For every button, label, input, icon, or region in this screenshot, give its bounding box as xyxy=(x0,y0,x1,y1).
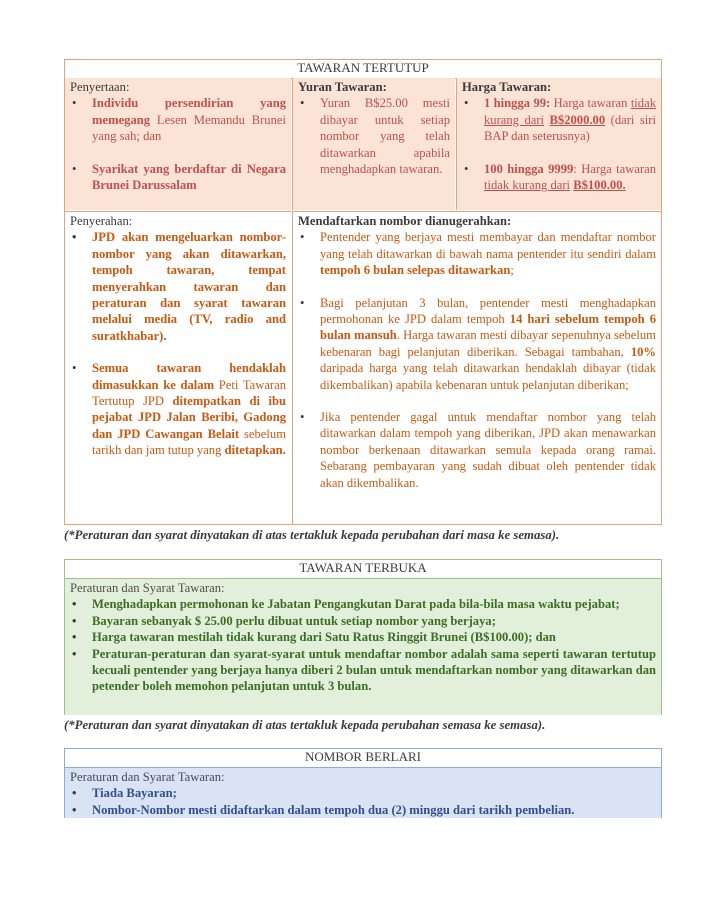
terbuka-item: • Harga tawaran mestilah tidak kurang dari Satu Ratus Ringgit Brunei (B$100.00); dan xyxy=(92,629,656,645)
harga-item: • 1 hingga 99: Harga tawaran tidak kurang dari B$2000.00 (dari siri BAP dan seterusnya) xyxy=(484,95,656,144)
mendaftarkan-cell xyxy=(292,211,661,524)
nombor-berlari-header: NOMBOR BERLARI xyxy=(65,749,661,768)
harga-cell xyxy=(456,78,661,210)
berlari-item: • Nombor-Nombor mesti didaftarkan dalam tempoh dua (2) minggu dari tarikh pembelian. xyxy=(92,802,656,818)
terbuka-item: • Menghadapkan permohonan ke Jabatan Pengangkutan Darat pada bila-bila masa waktu pejabat; xyxy=(92,596,656,612)
mendaftarkan-title: Mendaftarkan nombor dianugerahkan: xyxy=(298,214,512,228)
yuran-cell xyxy=(292,78,455,210)
penyertaan-item: • Individu persendirian yang memegang Lesen Memandu Brunei yang sah; dan xyxy=(92,95,286,144)
penyerahan-item: • JPD akan mengeluarkan nombor-nombor yang akan ditawarkan, tempoh tawaran, tempat menyerahkan tawaran dan peraturan dan syarat tawaran melalui media (TV, radio and suratkhabar). xyxy=(92,229,286,344)
tawaran-tertutup-header: TAWARAN TERTUTUP xyxy=(65,60,661,79)
terbuka-item: • Bayaran sebanyak $ 25.00 perlu dibuat untuk setiap nombor yang berjaya; xyxy=(92,613,656,629)
berlari-item: • Tiada Bayaran; xyxy=(92,785,656,801)
yuran-item: • Yuran B$25.00 mesti dibayar untuk setiap nombor yang telah ditawarkan apabila menghadapkan tawaran. xyxy=(320,95,450,177)
tawaran-terbuka-body xyxy=(65,579,661,715)
penyertaan-title: Penyertaan: xyxy=(70,80,130,94)
penyerahan-cell xyxy=(65,211,291,524)
tertutup-note: (*Peraturan dan syarat dinyatakan di atas tertakluk kepada perubahan dari masa ke semasa). xyxy=(64,528,560,542)
penyerahan-title: Penyerahan: xyxy=(70,214,133,228)
terbuka-item: • Peraturan-peraturan dan syarat-syarat untuk mendaftar nombor adalah sama seperti tawaran tertutup kecuali pentender yang berjaya hanya diberi 2 bulan untuk mendaftarkan nombor yang ditawarkan dan petender boleh memohon pelanjutan untuk 3 bulan. xyxy=(92,646,656,695)
tawaran-tertutup-table xyxy=(64,59,662,525)
terbuka-note: (*Peraturan dan syarat dinyatakan di atas tertakluk kepada perubahan semasa ke semasa). xyxy=(64,718,546,732)
terbuka-title: Peraturan dan Syarat Tawaran: xyxy=(70,581,225,595)
penyertaan-cell xyxy=(65,78,291,210)
penyerahan-item: • Semua tawaran hendaklah dimasukkan ke dalam Peti Tawaran Tertutup JPD ditempatkan di ibu pejabat JPD Jalan Beribi, Gadong dan JPD Cawangan Belait sebelum tarikh dan jam tutup yang ditetapkan. xyxy=(92,360,286,458)
berlari-title: Peraturan dan Syarat Tawaran: xyxy=(70,770,225,784)
penyertaan-item: • Syarikat yang berdaftar di Negara Brunei Darussalam xyxy=(92,161,286,194)
mendaftarkan-item: • Jika pentender gagal untuk mendaftar nombor yang telah ditawarkan dalam tempoh yang diberikan, JPD akan menawarkan nombor berkenaan ditawarkan semula kepada orang ramai. Sebarang pembayaran yang sudah dibuat oleh pentender tidak akan dikembalikan. xyxy=(320,409,656,491)
nombor-berlari-box xyxy=(64,748,662,818)
tawaran-terbuka-box xyxy=(64,559,662,715)
tawaran-terbuka-header: TAWARAN TERBUKA xyxy=(65,560,661,579)
nombor-berlari-body xyxy=(65,768,661,818)
harga-item: • 100 hingga 9999: Harga tawaran tidak kurang dari B$100.00. xyxy=(484,161,656,194)
yuran-title: Yuran Tawaran: xyxy=(298,80,387,94)
mendaftarkan-item: • Bagi pelanjutan 3 bulan, pentender mesti menghadapkan permohonan ke JPD dalam tempoh 14 hari sebelum tempoh 6 bulan mansuh. Harga tawaran mesti dibayar sepenuhnya sebelum kebenaran bagi pelanjutan diberikan. Sebagai tambahan, 10% daripada harga yang telah ditawarkan hendaklah dibayar (tidak dikembalikan) apabila kebenaran untuk pelanjutan diberikan; xyxy=(320,295,656,393)
mendaftarkan-item: • Pentender yang berjaya mesti membayar dan mendaftar nombor yang telah ditawarkan di bawah nama pentender itu sendiri dalam tempoh 6 bulan selepas ditawarkan; xyxy=(320,229,656,278)
harga-title: Harga Tawaran: xyxy=(462,80,552,94)
